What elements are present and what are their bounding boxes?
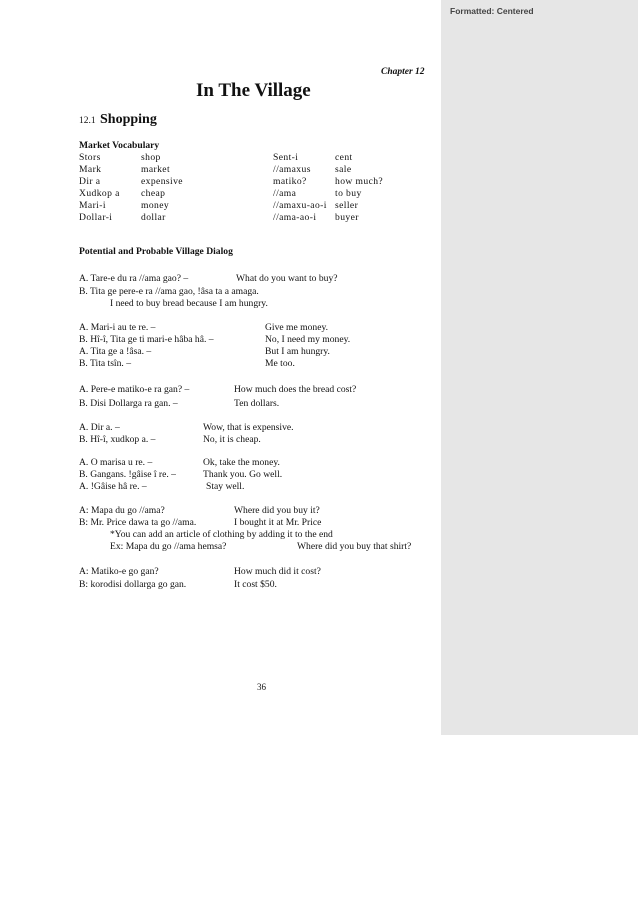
vocab-meaning: seller: [335, 200, 359, 211]
dialog-translation: It cost $50.: [234, 579, 277, 590]
dialog-translation: Give me money.: [265, 322, 329, 333]
vocab-meaning: cheap: [141, 188, 166, 199]
vocab-meaning: market: [141, 164, 171, 175]
vocab-heading: Market Vocabulary: [79, 140, 160, 151]
vocab-left-meanings: [141, 152, 183, 224]
vocab-term: Mari-i: [79, 200, 106, 211]
vocab-meaning: dollar: [141, 212, 166, 223]
vocab-meaning: cent: [335, 152, 353, 163]
dialog-line: A. !Gâise hâ re. –: [79, 481, 147, 492]
dialog-group-2-lines: [79, 322, 214, 370]
page-number: 36: [257, 682, 266, 692]
vocab-term: Dir a: [79, 176, 101, 187]
dialog-line: B. Tita ge pere-e ra //ama gao, !âsa ta a amaga.: [79, 286, 259, 297]
dialog-line: A. O marisa u re. –: [79, 457, 153, 468]
dialog-translation: Ten dollars.: [234, 398, 280, 409]
comment-pane: [441, 0, 638, 735]
vocab-term: Xudkop a: [79, 188, 120, 199]
vocab-meaning: buyer: [335, 212, 359, 223]
dialog-group-5-lines: [79, 457, 176, 493]
clothing-note: *You can add an article of clothing by adding it to the end: [110, 529, 333, 540]
vocab-meaning: shop: [141, 152, 161, 163]
vocab-term: //amaxu-ao-i: [273, 200, 327, 211]
dialog-line: A. Dir a. –: [79, 422, 120, 433]
dialog-translation: No, it is cheap.: [203, 434, 261, 445]
dialog-line: A. Mari-i au te re. –: [79, 322, 156, 333]
vocab-term: Stors: [79, 152, 101, 163]
vocab-meaning: how much?: [335, 176, 384, 187]
section-title: Shopping: [100, 112, 157, 127]
vocab-right-terms: [273, 152, 327, 224]
vocab-term: Sent-i: [273, 152, 299, 163]
dialog-line: B: korodisi dollarga go gan.: [79, 579, 187, 590]
dialog-line: A. Pere-e matiko-e ra gan? –: [79, 384, 190, 395]
vocab-term: Mark: [79, 164, 102, 175]
dialog-line: A. Tita ge a !âsa. –: [79, 346, 152, 357]
vocab-meaning: expensive: [141, 176, 183, 187]
dialog-translation: I need to buy bread because I am hungry.: [110, 298, 268, 309]
comment-label: Formatted: Centered: [450, 6, 534, 16]
dialog-line: A. Tare-e du ra //ama gao? –: [79, 273, 189, 284]
dialog-translation: But I am hungry.: [265, 346, 330, 357]
vocab-term: Dollar-i: [79, 212, 113, 223]
dialog-group-2-translations: [265, 322, 350, 370]
dialog-group-3-translations: [234, 384, 356, 412]
vocab-right-meanings: [335, 152, 383, 224]
dialog-translation: Where did you buy it?: [234, 505, 320, 516]
dialog-translation: I bought it at Mr. Price: [234, 517, 322, 528]
dialog-group-4-lines: [79, 422, 155, 446]
dialog-line: B: Mr. Price dawa ta go //ama.: [79, 517, 197, 528]
section-number: 12.1: [79, 116, 96, 126]
chapter-header: Chapter 12: [381, 67, 425, 77]
dialog-translation: How much does the bread cost?: [234, 384, 357, 395]
vocab-term: //ama: [273, 188, 297, 199]
dialog-group-5-translations: [203, 457, 282, 493]
vocab-meaning: sale: [335, 164, 352, 175]
dialog-line: A: Matiko-e go gan?: [79, 566, 159, 577]
vocab-term: //amaxus: [273, 164, 311, 175]
dialog-heading: Potential and Probable Village Dialog: [79, 246, 233, 257]
dialog-line: B. Disi Dollarga ra gan. –: [79, 398, 178, 409]
dialog-group-4-translations: [203, 422, 294, 446]
dialog-translation: Stay well.: [206, 481, 245, 492]
dialog-translation: Me too.: [265, 358, 295, 369]
example-line: Ex: Mapa du go //ama hemsa?: [110, 541, 227, 552]
dialog-translation: What do you want to buy?: [236, 273, 338, 284]
dialog-line: B. Gangans. !gâise î re. –: [79, 469, 176, 480]
dialog-translation: Ok, take the money.: [203, 457, 280, 468]
dialog-line: A: Mapa du go //ama?: [79, 505, 165, 516]
vocab-meaning: to buy: [335, 188, 362, 199]
vocab-term: matiko?: [273, 176, 307, 187]
vocab-meaning: money: [141, 200, 170, 211]
dialog-translation: How much did it cost?: [234, 566, 321, 577]
vocab-term: //ama-ao-i: [273, 212, 317, 223]
dialog-translation: Thank you. Go well.: [203, 469, 283, 480]
dialog-line: B. Hî-î, xudkop a. –: [79, 434, 156, 445]
dialog-translation: No, I need my money.: [265, 334, 351, 345]
example-translation: Where did you buy that shirt?: [297, 541, 412, 552]
page-title: In The Village: [196, 80, 311, 101]
dialog-translation: Wow, that is expensive.: [203, 422, 294, 433]
dialog-group-3-lines: [79, 384, 189, 412]
dialog-line: B. Hî-î, Tita ge ti mari-e hâba hâ. –: [79, 334, 214, 345]
dialog-line: B. Tita tsîn. –: [79, 358, 131, 369]
vocab-left-terms: [79, 152, 120, 224]
